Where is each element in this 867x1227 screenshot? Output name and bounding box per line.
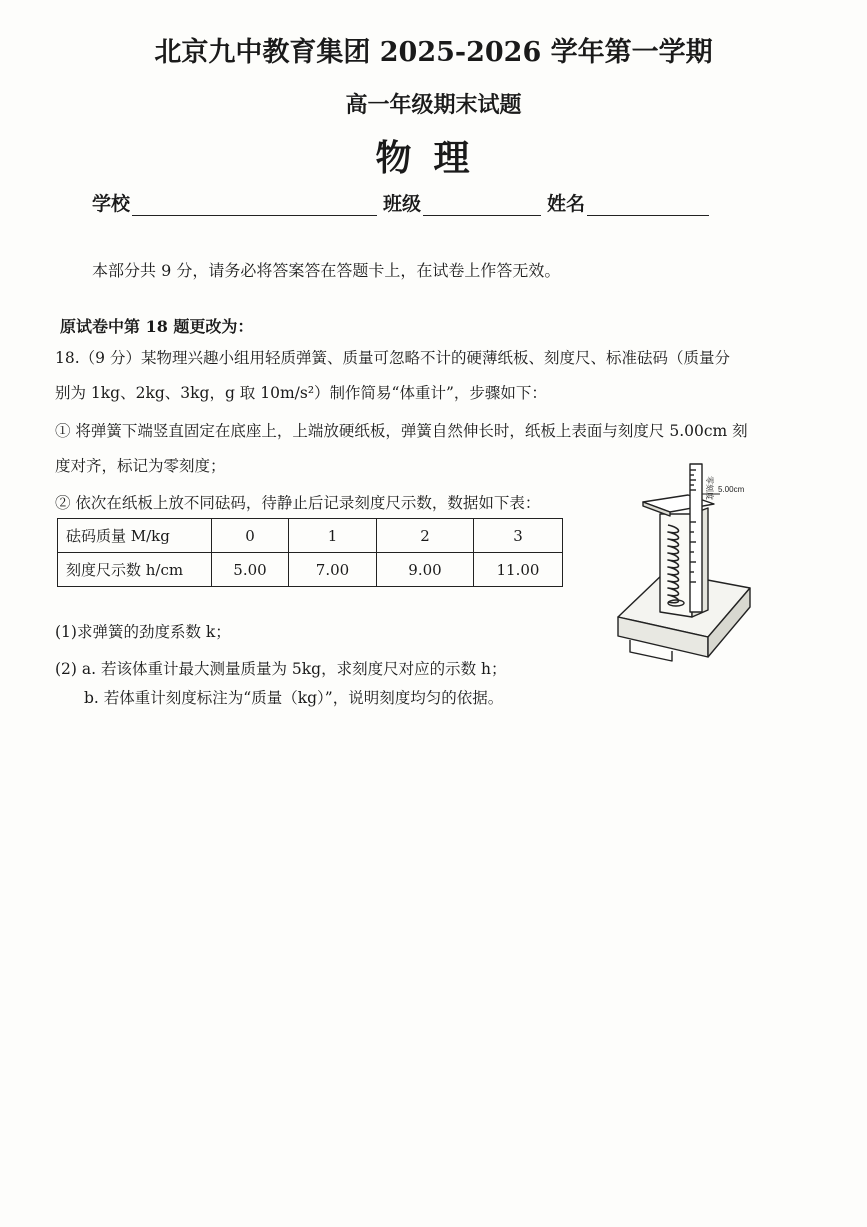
table-cell: 3 [474, 519, 563, 553]
student-info-row [92, 186, 715, 216]
ruler [690, 464, 702, 612]
school-label: 学校 [92, 193, 131, 215]
sub-question-2b: b. 若体重计刻度标注为“质量（kg）”，说明刻度均匀的依据。 [84, 689, 504, 707]
data-table [57, 518, 563, 587]
sub-question-1: (1)求弹簧的劲度系数 k； [55, 623, 231, 641]
table-cell: 2 [377, 519, 474, 553]
table-cell: 1 [289, 519, 377, 553]
table-row [58, 519, 563, 553]
table-cell: 9.00 [377, 553, 474, 587]
question-line-2: 别为 1kg、2kg、3kg，g 取 10m/s²）制作简易“体重计”，步骤如下： [55, 384, 547, 402]
changed-note: 原试卷中第 18 题更改为： [60, 317, 254, 336]
exam-title: 北京九中教育集团 2025-2026 学年第一学期 [154, 37, 713, 68]
step-2: ② 依次在纸板上放不同砝码，待静止后记录刻度尺示数，数据如下表： [55, 494, 541, 512]
table-cell: 0 [212, 519, 289, 553]
sub-question-2a: (2) a. 若该体重计最大测量质量为 5kg，求刻度尺对应的示数 h； [55, 660, 507, 678]
exam-subject: 物理 [375, 137, 492, 179]
step-1-line-2: 度对齐，标记为零刻度； [55, 457, 226, 475]
table-row [58, 553, 563, 587]
class-label: 班级 [383, 193, 422, 215]
exam-subtitle: 高一年级期末试题 [345, 92, 522, 118]
step-1-line-1: ① 将弹簧下端竖直固定在底座上，上端放硬纸板，弹簧自然伸长时，纸板上表面与刻度尺 5.00cm 刻 [55, 422, 748, 440]
answer-notice: 本部分共 9 分，请务必将答案答在答题卡上，在试卷上作答无效。 [92, 261, 561, 280]
school-blank[interactable] [132, 193, 377, 216]
question-line-1: 18.（9 分）某物理兴趣小组用轻质弹簧、质量可忽略不计的硬薄纸板、刻度尺、标准砝码（质量分 [55, 349, 730, 367]
name-label: 姓名 [547, 193, 586, 215]
zero-scale-label: 零刻度 [705, 476, 714, 500]
table-header-mass: 砝码质量 M/kg [58, 519, 212, 553]
zero-value-label: 5.00cm [718, 485, 745, 494]
box-front [660, 514, 692, 617]
table-header-reading: 刻度尺示数 h/cm [58, 553, 212, 587]
table-cell: 11.00 [474, 553, 563, 587]
name-blank[interactable] [587, 193, 709, 216]
table-cell: 5.00 [212, 553, 289, 587]
scale-apparatus-figure [610, 462, 760, 667]
table-cell: 7.00 [289, 553, 377, 587]
class-blank[interactable] [423, 193, 541, 216]
